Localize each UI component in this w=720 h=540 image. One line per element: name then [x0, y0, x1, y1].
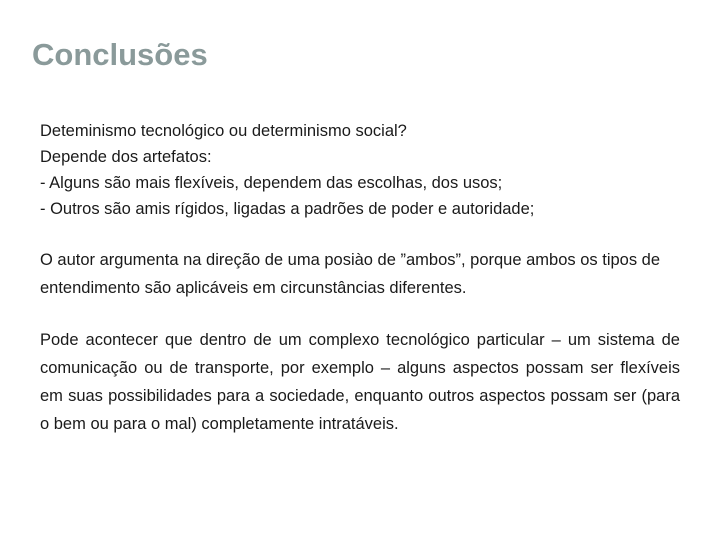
question-block — [40, 118, 680, 222]
question-line: Deteminismo tecnológico ou determinismo social? — [40, 122, 407, 140]
bullet-flexible: - Alguns são mais flexíveis, dependem das escolhas, dos usos; — [40, 174, 503, 192]
depends-line: Depende dos artefatos: — [40, 148, 212, 166]
bullet-rigid: - Outros são amis rígidos, ligadas a padrões de poder e autoridade; — [40, 200, 535, 218]
complex-technology-paragraph: Pode acontecer que dentro de um complexo tecnológico particular – um sistema de comunicação ou de transporte, por exemplo – alguns aspectos possam ser flexíveis em suas possibilidades para a sociedade, enquanto outros aspectos possam ser (para o bem ou para o mal) completamente intratáveis. — [40, 331, 680, 433]
slide-body — [40, 118, 680, 438]
slide-title: Conclusões — [32, 37, 208, 72]
author-argument-paragraph: O autor argumenta na direção de uma posiào de ”ambos”, porque ambos os tipos de entendimento são aplicáveis em circunstâncias diferentes. — [40, 251, 661, 297]
